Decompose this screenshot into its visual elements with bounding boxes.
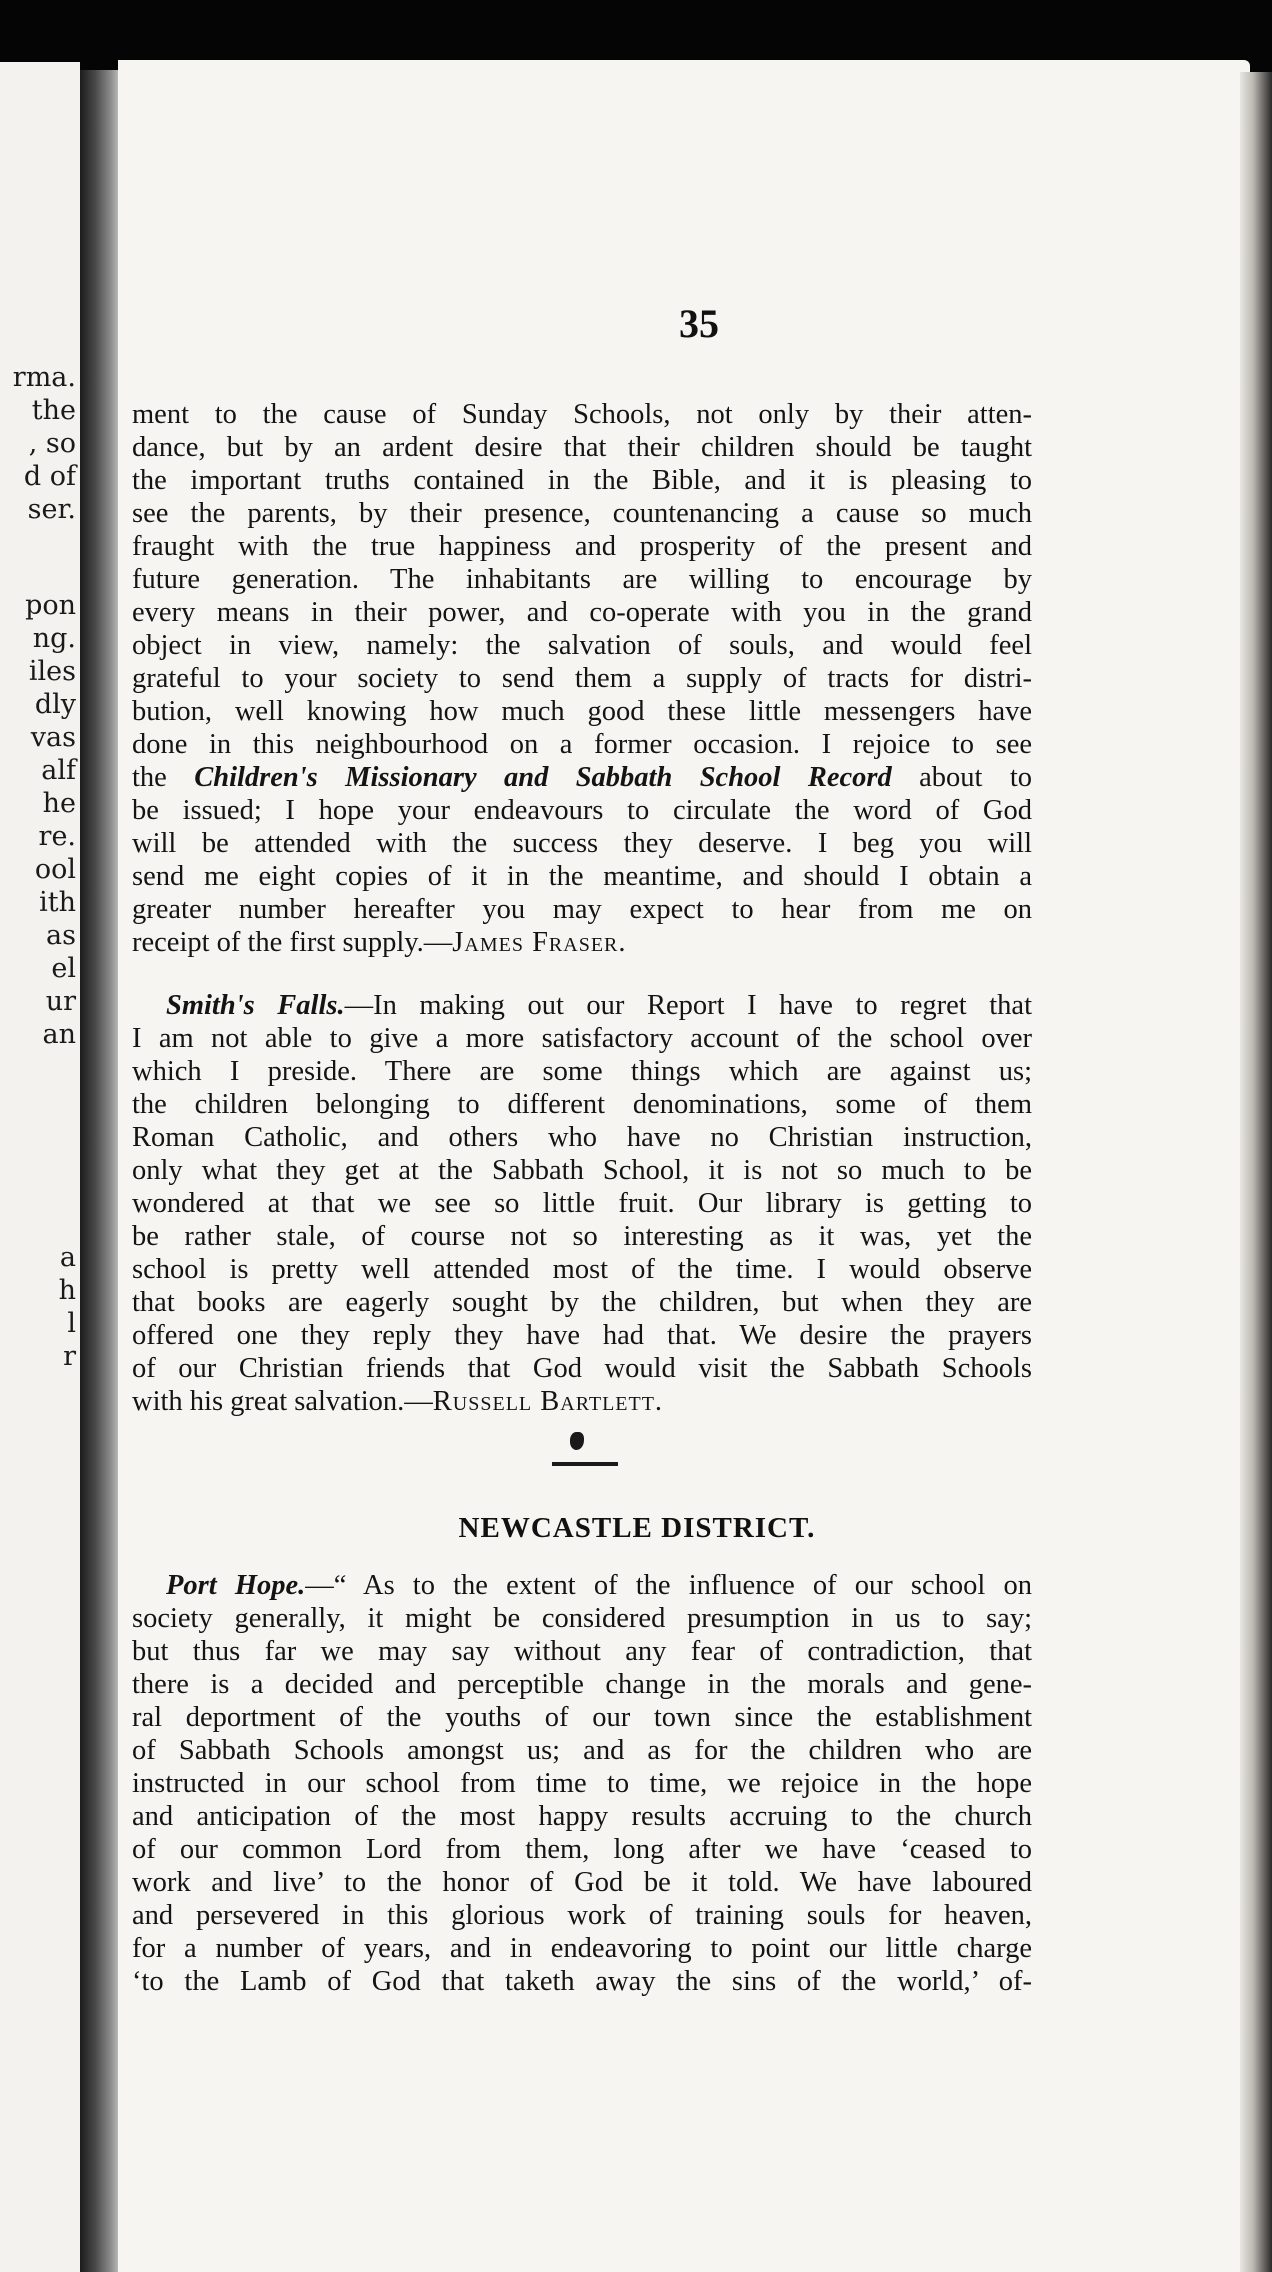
text-line: wondered at that we see so little fruit. Our library is getting to — [132, 1188, 1032, 1219]
prev-fragment: an — [42, 1019, 76, 1050]
text-line: done in this neighbourhood on a former occasion. I rejoice to see — [132, 729, 1032, 760]
text-line — [132, 761, 1032, 794]
prev-fragment: ool — [34, 854, 76, 885]
text-line: see the parents, by their presence, countenancing a cause so much — [132, 498, 1032, 529]
text-line: but thus far we may say without any fear of contradiction, that — [132, 1636, 1032, 1667]
prev-fragment: el — [51, 953, 76, 984]
text-line: grateful to your society to send them a supply of tracts for distri- — [132, 663, 1032, 694]
text-line: of our Christian friends that God would visit the Sabbath Schools — [132, 1353, 1032, 1384]
text-line: ‘to the Lamb of God that taketh away the sins of the world,’ of- — [132, 1966, 1032, 1997]
prev-fragment: pon — [25, 590, 76, 621]
text-line: which I preside. There are some things which are against us; — [132, 1056, 1032, 1087]
prev-fragment: , so — [28, 428, 76, 459]
text-line: will be attended with the success they deserve. I beg you will — [132, 828, 1032, 859]
prev-fragment: vas — [30, 722, 76, 753]
record-post: about to — [919, 762, 1033, 793]
text-line: be rather stale, of course not so interesting as it was, yet the — [132, 1221, 1032, 1252]
text-line: of Sabbath Schools amongst us; and as for the children who are — [132, 1735, 1032, 1766]
prev-fragment: he — [42, 788, 76, 819]
record-pre: the — [132, 762, 167, 793]
text-line: Roman Catholic, and others who have no Christian instruction, — [132, 1122, 1032, 1153]
text-line: ment to the cause of Sunday Schools, not only by their atten- — [132, 399, 1032, 430]
text-line: school is pretty well attended most of the time. I would observe — [132, 1254, 1032, 1285]
text-line: I am not able to give a more satisfactory account of the school over — [132, 1023, 1032, 1054]
text-line: there is a decided and perceptible change in the morals and gene- — [132, 1669, 1032, 1700]
prev-fragment: the — [31, 395, 76, 426]
text-line: for a number of years, and in endeavoring to point our little charge — [132, 1933, 1032, 1964]
text-line: every means in their power, and co-operate with you in the grand — [132, 597, 1032, 628]
book-page — [118, 60, 1250, 2272]
section-divider — [552, 1462, 618, 1466]
text-line: the children belonging to different denominations, some of them — [132, 1089, 1032, 1120]
paragraph-smiths-falls — [132, 989, 1032, 1418]
text-line: and persevered in this glorious work of training souls for heaven, — [132, 1900, 1032, 1931]
previous-page-edge — [0, 62, 80, 2272]
text-line: the important truths contained in the Bible, and it is pleasing to — [132, 465, 1032, 496]
prev-fragment: l — [67, 1308, 76, 1339]
first-line-rest: —“ As to the extent of the influence of our school on — [305, 1570, 1032, 1601]
prev-fragment: rma. — [12, 362, 76, 393]
prev-fragment: a — [59, 1242, 76, 1273]
signature-bartlett: Russell Bartlett. — [432, 1386, 664, 1417]
text-line: be issued; I hope your endeavours to circulate the word of God — [132, 795, 1032, 826]
place-name: Port Hope. — [166, 1570, 306, 1601]
paragraph-port-hope — [132, 1569, 1032, 1998]
text-line: of our common Lord from them, long after we have ‘ceased to — [132, 1834, 1032, 1865]
text-line: and anticipation of the most happy results accruing to the church — [132, 1801, 1032, 1832]
text-line: that books are eagerly sought by the children, but when they are — [132, 1287, 1032, 1318]
text-line: greater number hereafter you may expect to hear from me on — [132, 894, 1032, 925]
text-line: send me eight copies of it in the meantime, and should I obtain a — [132, 861, 1032, 892]
text-line — [132, 1569, 1032, 1602]
text-line: bution, well knowing how much good these little messengers have — [132, 696, 1032, 727]
text-line: dance, but by an ardent desire that their children should be taught — [132, 432, 1032, 463]
first-line-rest: —In making out our Report I have to regret that — [344, 990, 1032, 1021]
prev-fragment: dly — [34, 689, 76, 720]
section-heading: NEWCASTLE DISTRICT. — [458, 1512, 816, 1544]
text-line: ral deportment of the youths of our town since the establishment — [132, 1702, 1032, 1733]
record-title: Children's Missionary and Sabbath School Record — [194, 762, 892, 793]
text-line: offered one they reply they have had that. We desire the prayers — [132, 1320, 1032, 1351]
prev-fragment: h — [58, 1275, 76, 1306]
text-line — [132, 926, 1032, 959]
prev-fragment: re. — [38, 821, 76, 852]
text-line: fraught with the true happiness and prosperity of the present and — [132, 531, 1032, 562]
text-line: work and live’ to the honor of God be it told. We have laboured — [132, 1867, 1032, 1898]
place-name: Smith's Falls. — [166, 990, 345, 1021]
page-body — [132, 398, 1032, 1998]
text-line: object in view, namely: the salvation of souls, and would feel — [132, 630, 1032, 661]
page-right-edge — [1240, 72, 1272, 2272]
prev-fragment: ser. — [27, 494, 76, 525]
text-line — [132, 1385, 1032, 1418]
closing-text: with his great salvation.— — [132, 1386, 433, 1417]
text-line: only what they get at the Sabbath School, it is not so much to be — [132, 1155, 1032, 1186]
prev-fragment: r — [63, 1341, 76, 1372]
text-line: future generation. The inhabitants are willing to encourage by — [132, 564, 1032, 595]
prev-fragment: alf — [41, 755, 76, 786]
text-line — [132, 989, 1032, 1022]
prev-fragment: as — [46, 920, 76, 951]
closing-text: receipt of the first supply.— — [132, 927, 453, 958]
prev-fragment: ng. — [32, 623, 76, 654]
paragraph-fraser — [132, 398, 1032, 959]
text-line: instructed in our school from time to time, we rejoice in the hope — [132, 1768, 1032, 1799]
text-line: society generally, it might be considered presumption in us to say; — [132, 1603, 1032, 1634]
signature-fraser: James Fraser. — [452, 927, 627, 958]
prev-fragment: iles — [28, 656, 76, 687]
prev-fragment: ith — [39, 887, 76, 918]
prev-fragment: d of — [23, 461, 76, 492]
page-number: 35 — [679, 301, 719, 346]
prev-fragment: ur — [45, 986, 76, 1017]
